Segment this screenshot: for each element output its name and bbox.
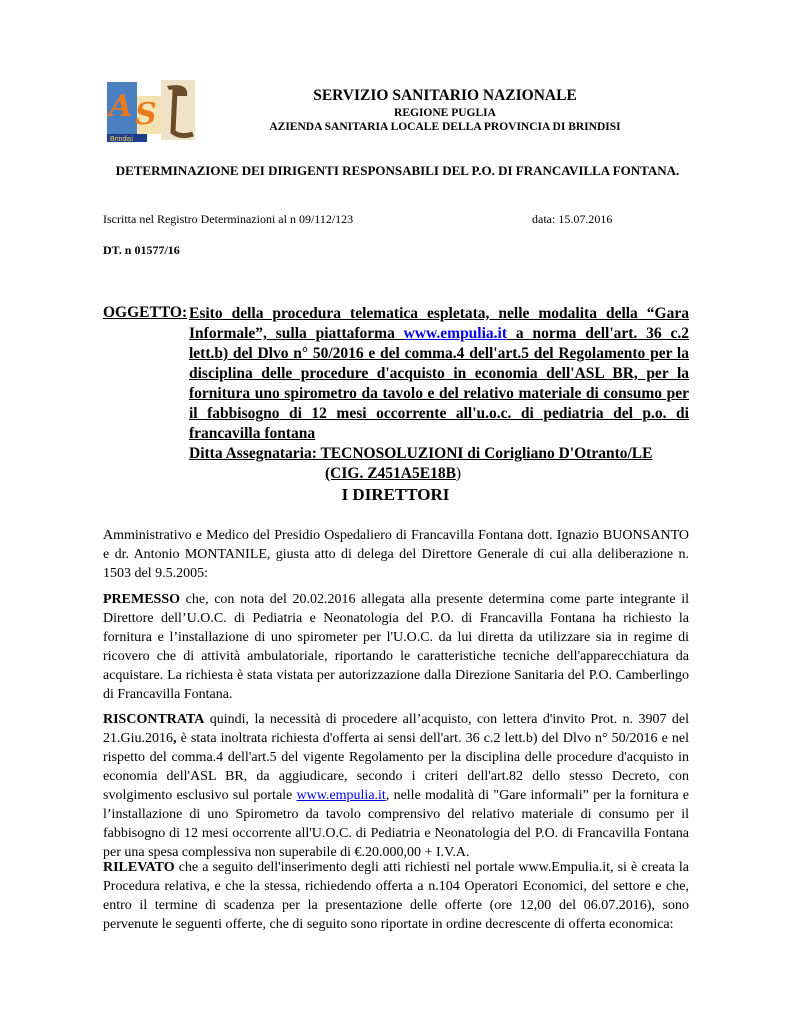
rilevato-lead: RILEVATO xyxy=(103,860,175,875)
rilevato-text: che a seguito dell'inserimento degli atti richiesti nel portale www.Empulia.it, si è creata la Procedura relativa, e che la stessa, richiedendo offerta a n.104 Operatori Economici, del settore e che, entro il termine di scadenza per la presentazione delle offerte (ore 12,00 del 06.07.2016), sono pervenute le seguenti offerte, che di seguito sono riportate in ordine decrescente di offerta economica: xyxy=(103,860,690,932)
svg-text:S: S xyxy=(135,97,157,132)
cig-line xyxy=(189,464,689,484)
paragraph-rilevato xyxy=(103,858,689,934)
oggetto-body xyxy=(189,304,689,484)
paragraph-direttori: Amministrativo e Medico del Presidio Ospedaliero di Francavilla Fontana dott. Ignazio BUONSANTO e dr. Antonio MONTANILE, giusta atto di delega del Direttore Generale di cui alla deliberazione n. 1503 del 9.5.2005: xyxy=(103,528,689,581)
asl-logo xyxy=(103,76,199,144)
riscontrata-lead: RISCONTRATA xyxy=(103,712,205,727)
cig-close: ) xyxy=(455,465,462,482)
oggetto-text-before: Esito della procedura telematica espletata, nelle modalita della “Gara Informale”, sulla piattaforma xyxy=(189,305,689,342)
empulia-link[interactable]: www.empulia.it xyxy=(403,325,508,342)
registro-line: Iscritta nel Registro Determinazioni al n 09/112/123 xyxy=(103,212,354,226)
riscontrata-comma: , xyxy=(173,731,177,746)
oggetto-text-after: a norma dell'art. 36 c.2 lett.b) del Dlvo n° 50/2016 e del comma.4 dell'art.5 del Regolamento per la disciplina delle procedure d'acquisto in economia dell'ASL BR, per la fornitura uno spirometro da tavolo e del relativo materiale di consumo per il fabbisogno di 12 mesi occorrente all'u.o.c. di pediatria del p.o. di francavilla fontana xyxy=(189,325,689,442)
paragraph-riscontrata xyxy=(103,710,689,862)
premesso-text: che, con nota del 20.02.2016 allegata alla presente determina come parte integrante il Direttore dell’U.O.C. di Pediatria e Neonatologia del P.O. di Francavilla Fontana ha richiesto la fornitura e l’installazione di uno spirometer per l'U.O.C. da lui diretta da utilizzare sia in regime di ricovero che di attività ambulatoriale, riportando le caratteristiche tecniche dell'apparecchiatura da acquistare. La richiesta è stata vistata per autorizzazione dalla Direzione Sanitaria del P.O. Camberlingo di Francavilla Fontana. xyxy=(103,592,690,702)
riscontrata-text-b: è stata inoltrata richiesta d'offerta ai sensi dell'art. 36 c.2 lett.b) del Dlvo n° 50/2016 e nel rispetto del comma.4 dell'art.5 del vigente Regolamento per la disciplina delle procedure d'acquisto in economia dell'ASL BR, da aggiudicare, secondo i criteri dell'art.82 dello stesso Decreto, con svolgimento esclusivo sul portale xyxy=(103,731,689,803)
oggetto-label: OGGETTO: xyxy=(103,304,188,321)
ditta-assegnataria: Ditta Assegnataria: TECNOSOLUZIONI di Corigliano D'Otranto/LE xyxy=(189,445,653,462)
oggetto-text xyxy=(189,304,689,444)
determinazione-title: DETERMINAZIONE DEI DIRIGENTI RESPONSABILI DEL P.O. DI FRANCAVILLA FONTANA. xyxy=(115,163,680,178)
premesso-lead: PREMESSO xyxy=(103,592,181,607)
riscontrata-text-c: , nelle modalità di "Gare informali” per la fornitura e l’installazione di uno Spirometro da tavolo comprensivo del relativo materiale di consumo per il fabbisogno di 12 mesi occorrente all'U.O.C. di Pediatria e Neonatologia del P.O. di Francavilla Fontana per una spesa complessiva non superabile di €.20.000,00 + I.V.A. xyxy=(103,788,690,860)
paragraph-premesso xyxy=(103,590,689,704)
svg-text:A: A xyxy=(109,89,133,124)
logo-caption: Brindisi xyxy=(110,136,133,143)
cig-code: (CIG. Z451A5E18B xyxy=(325,465,456,482)
header-title: SERVIZIO SANITARIO NAZIONALE xyxy=(313,87,577,104)
dt-number: DT. n 01577/16 xyxy=(103,243,180,257)
empulia-portal-link[interactable]: www.empulia.it xyxy=(296,788,386,803)
direttori-heading: I DIRETTORI xyxy=(341,485,450,504)
document-date: data: 15.07.2016 xyxy=(532,212,613,226)
header-region: REGIONE PUGLIA xyxy=(394,107,496,119)
header-azienda: AZIENDA SANITARIA LOCALE DELLA PROVINCIA DI BRINDISI xyxy=(269,121,621,133)
riscontrata-text-a: quindi, la necessità di procedere all’acquisto, con lettera d'invito Prot. n. 3907 del 21.Giu.2016 xyxy=(103,712,689,746)
